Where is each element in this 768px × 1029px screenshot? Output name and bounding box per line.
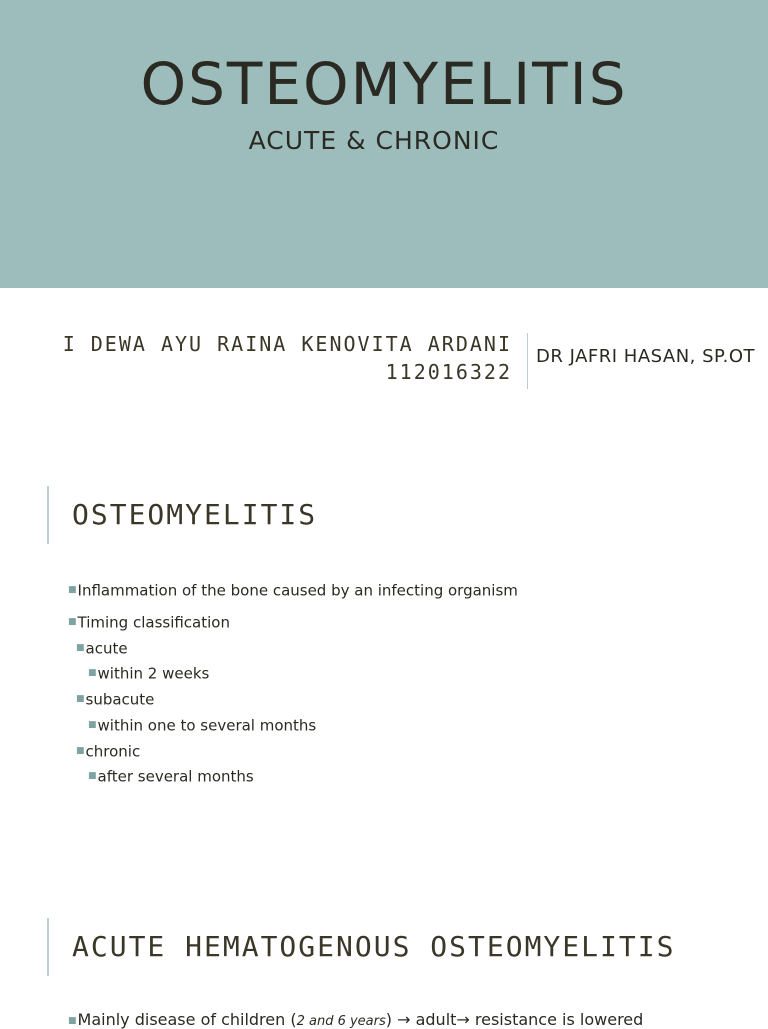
- bullet-icon: ■: [76, 745, 85, 756]
- list-item: ■Inflammation of the bone caused by an infecting organism: [68, 581, 518, 600]
- list-item: ■subacute: [76, 690, 155, 709]
- slide2-accent-bar: [47, 486, 49, 544]
- presentation-subtitle: ACUTE & CHRONIC: [248, 126, 500, 155]
- bullet-icon: ■: [88, 668, 97, 679]
- slide3-first-bullet: ■Mainly disease of children (2 and 6 years) → adult→ resistance is lowered: [68, 1010, 644, 1029]
- bullet-icon: ■: [76, 642, 85, 653]
- slide2-heading: OSTEOMYELITIS: [72, 498, 318, 531]
- bullet-icon: ■: [88, 771, 97, 782]
- bullet-icon: ■: [88, 719, 97, 730]
- list-item: ■chronic: [76, 741, 141, 760]
- list-item: ■Timing classification: [68, 613, 230, 631]
- slide3-accent-bar: [47, 918, 49, 976]
- slide3-heading: ACUTE HEMATOGENOUS OSTEOMYELITIS: [72, 930, 676, 963]
- slide2-bullet-list: [68, 578, 518, 790]
- bullet-icon: ■: [68, 585, 77, 595]
- bullet-icon: ■: [68, 616, 77, 627]
- author-name: I DEWA AYU RAINA KENOVITA ARDANI: [62, 332, 512, 356]
- author-divider: [527, 333, 528, 389]
- bullet-icon: ■: [68, 1015, 77, 1026]
- presentation-title: OSTEOMYELITIS: [140, 50, 628, 118]
- list-item: ■acute: [76, 638, 128, 657]
- list-item: ■within 2 weeks: [88, 664, 210, 683]
- author-id: 112016322: [385, 360, 512, 384]
- bullet-icon: ■: [76, 694, 85, 704]
- supervisor-name: DR JAFRI HASAN, SP.OT: [536, 346, 755, 367]
- author-block: [63, 330, 512, 386]
- list-item: ■after several months: [88, 767, 254, 786]
- list-item: ■within one to several months: [88, 716, 317, 734]
